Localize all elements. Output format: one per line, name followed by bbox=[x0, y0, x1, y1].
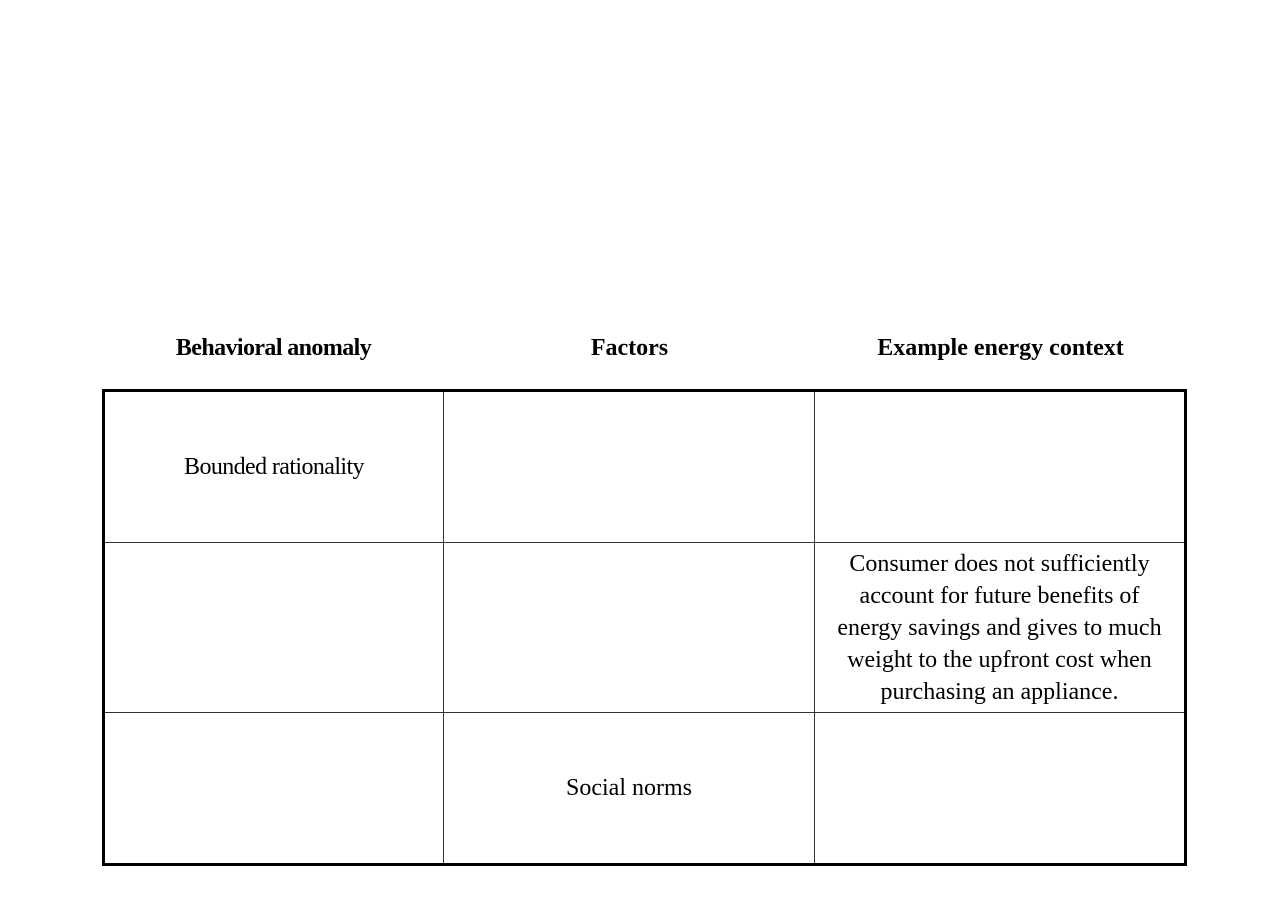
header-behavioral-anomaly: Behavioral anomaly bbox=[175, 335, 372, 361]
table-row bbox=[104, 713, 1186, 865]
table-row bbox=[104, 543, 1186, 713]
table-cell: Bounded rationality bbox=[104, 391, 444, 543]
table-row bbox=[104, 391, 1186, 543]
header-example-energy-context: Example energy context bbox=[877, 335, 1124, 361]
table-cell: Social norms bbox=[444, 713, 815, 865]
header-factors: Factors bbox=[590, 335, 669, 361]
table-cell bbox=[104, 713, 444, 865]
table-header-row bbox=[103, 330, 1186, 366]
table-cell bbox=[444, 391, 815, 543]
table-cell bbox=[815, 713, 1186, 865]
behavioral-anomaly-table bbox=[102, 389, 1187, 866]
table-cell bbox=[444, 543, 815, 713]
table-cell: Consumer does not sufficiently account for future benefits of energy savings and gives to much weight to the upfront cost when purchasing an appliance. bbox=[815, 543, 1186, 713]
table-cell bbox=[815, 391, 1186, 543]
table-cell bbox=[104, 543, 444, 713]
